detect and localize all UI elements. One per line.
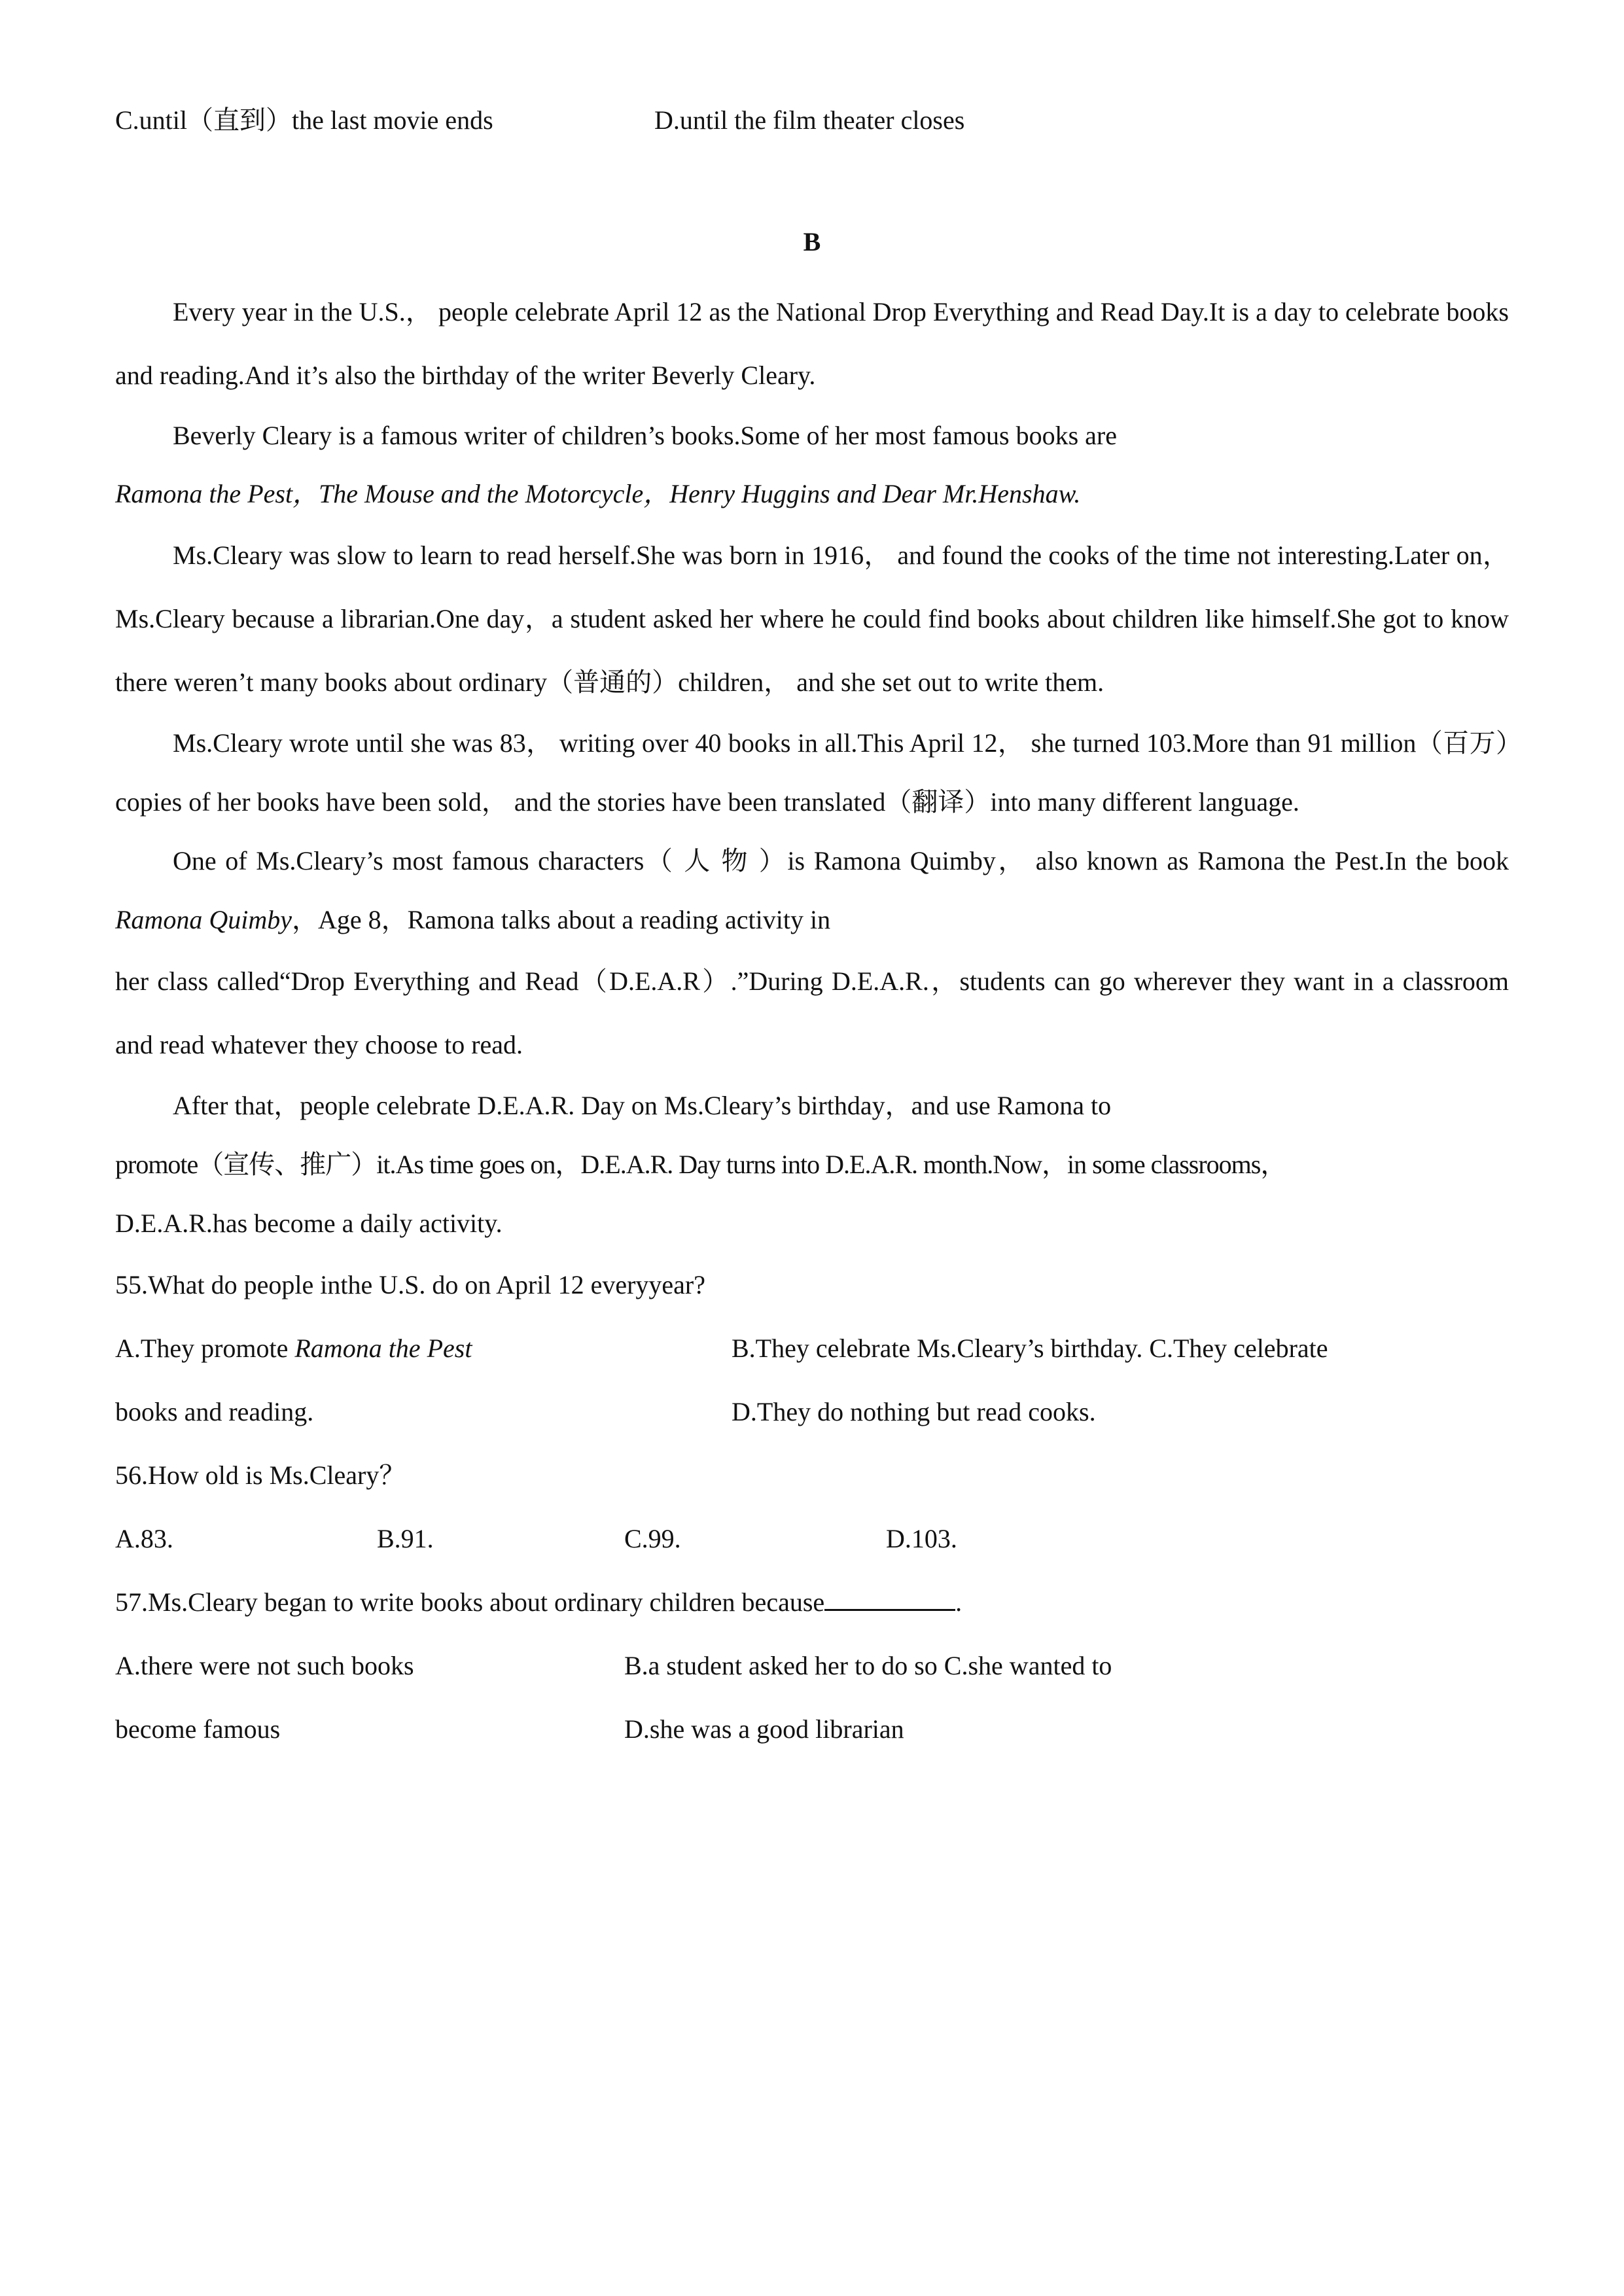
paragraph-5-continued: her class called“Drop Everything and Read（D.E.A.R）.”During D.E.A.R.，students can go wherever they want in a classroom and read whatever they choose to read. bbox=[115, 966, 1509, 1059]
section-title: B bbox=[803, 227, 821, 256]
question-57-stem-end: . bbox=[955, 1587, 962, 1617]
paragraph-6-line-3: D.E.A.R.has become a daily activity. bbox=[115, 1209, 503, 1238]
question-55-option-b-c: B.They celebrate Ms.Cleary’s birthday. C.They celebrate bbox=[732, 1333, 1328, 1363]
question-55-options-row-1 bbox=[115, 1316, 1509, 1380]
reading-passage bbox=[115, 280, 1509, 1253]
paragraph-6-lead: After that，people celebrate D.E.A.R. Day on Ms.Cleary’s birthday，and use Ramona to bbox=[173, 1091, 1112, 1120]
question-57-option-a: A.there were not such books bbox=[115, 1651, 414, 1680]
paragraph-6-line-2: promote（宣传、推广）it.As time goes on，D.E.A.R. Day turns into D.E.A.R. month.Now，in some classrooms， bbox=[115, 1150, 1286, 1179]
paragraph-5-text-b: ，Age 8，Ramona talks about a reading activity in bbox=[291, 905, 831, 934]
question-57-stem-text: 57.Ms.Cleary began to write books about ordinary children because bbox=[115, 1587, 825, 1617]
question-57-option-d: D.she was a good librarian bbox=[624, 1714, 904, 1744]
question-55-option-d: D.They do nothing but read cooks. bbox=[732, 1397, 1096, 1426]
paragraph-4: Ms.Cleary wrote until she was 83， writing over 40 books in all.This April 12， she turned 103.More than 91 million（百万）copies of her books have been sold， and the stories have been translated（翻译）into many different language. bbox=[115, 728, 1509, 817]
question-56-options bbox=[115, 1507, 1509, 1570]
paragraph-3: Ms.Cleary was slow to learn to read herself.She was born in 1916， and found the cooks of the time not interesting.Later on，Ms.Cleary because a librarian.One day，a student asked her where he could find books about children like himself.She got to know there weren’t many books about ordinary（普通的）children， and she set out to write them. bbox=[115, 540, 1509, 697]
paragraph-5-text-a: One of Ms.Cleary’s most famous characters（ 人 物 ）is Ramona Quimby， also known as Ramona the Pest.In the book bbox=[173, 846, 1509, 875]
option-c: C.until（直到）the last movie ends bbox=[115, 105, 493, 135]
question-57-options-row-1 bbox=[115, 1634, 1509, 1697]
question-57-option-b-c: B.a student asked her to do so C.she wanted to bbox=[624, 1651, 1112, 1680]
question-56-option-b: B.91. bbox=[377, 1524, 434, 1553]
paragraph-1: Every year in the U.S.， people celebrate April 12 as the National Drop Everything and Read Day.It is a day to celebrate books and reading.And it’s also the birthday of the writer Beverly Cleary. bbox=[115, 297, 1509, 390]
question-55-options-row-2 bbox=[115, 1380, 1509, 1443]
question-56-option-a: A.83. bbox=[115, 1524, 173, 1553]
question-55-option-c-continued: books and reading. bbox=[115, 1397, 314, 1426]
question-57-option-c-continued: become famous bbox=[115, 1714, 281, 1744]
paragraph-2-lead: Beverly Cleary is a famous writer of children’s books.Some of her most famous books are bbox=[173, 421, 1118, 450]
question-55-option-a bbox=[115, 1316, 472, 1380]
question-55-stem: 55.What do people inthe U.S. do on April 12 everyyear? bbox=[115, 1270, 705, 1299]
question-55 bbox=[115, 1253, 1509, 1443]
question-56-option-d: D.103. bbox=[886, 1524, 957, 1553]
paragraph-5-line bbox=[115, 832, 1509, 949]
option-a-text: A.They promote bbox=[115, 1333, 295, 1363]
book-title-ramona-quimby: Ramona Quimby bbox=[115, 905, 292, 934]
question-57 bbox=[115, 1570, 1509, 1761]
paragraph-2-books: Ramona the Pest，The Mouse and the Motorcycle，Henry Huggins and Dear Mr.Henshaw. bbox=[115, 479, 1081, 508]
option-a-book-title: Ramona the Pest bbox=[294, 1333, 472, 1363]
prev-question-options bbox=[115, 102, 1509, 139]
question-56 bbox=[115, 1443, 1509, 1570]
document-page bbox=[115, 98, 1509, 1761]
question-56-stem: 56.How old is Ms.Cleary？ bbox=[115, 1460, 406, 1490]
answer-blank[interactable] bbox=[824, 1583, 955, 1611]
question-56-option-c: C.99. bbox=[624, 1524, 681, 1553]
option-d: D.until the film theater closes bbox=[654, 105, 965, 135]
question-57-stem bbox=[115, 1570, 1509, 1634]
question-57-options-row-2 bbox=[115, 1697, 1509, 1761]
